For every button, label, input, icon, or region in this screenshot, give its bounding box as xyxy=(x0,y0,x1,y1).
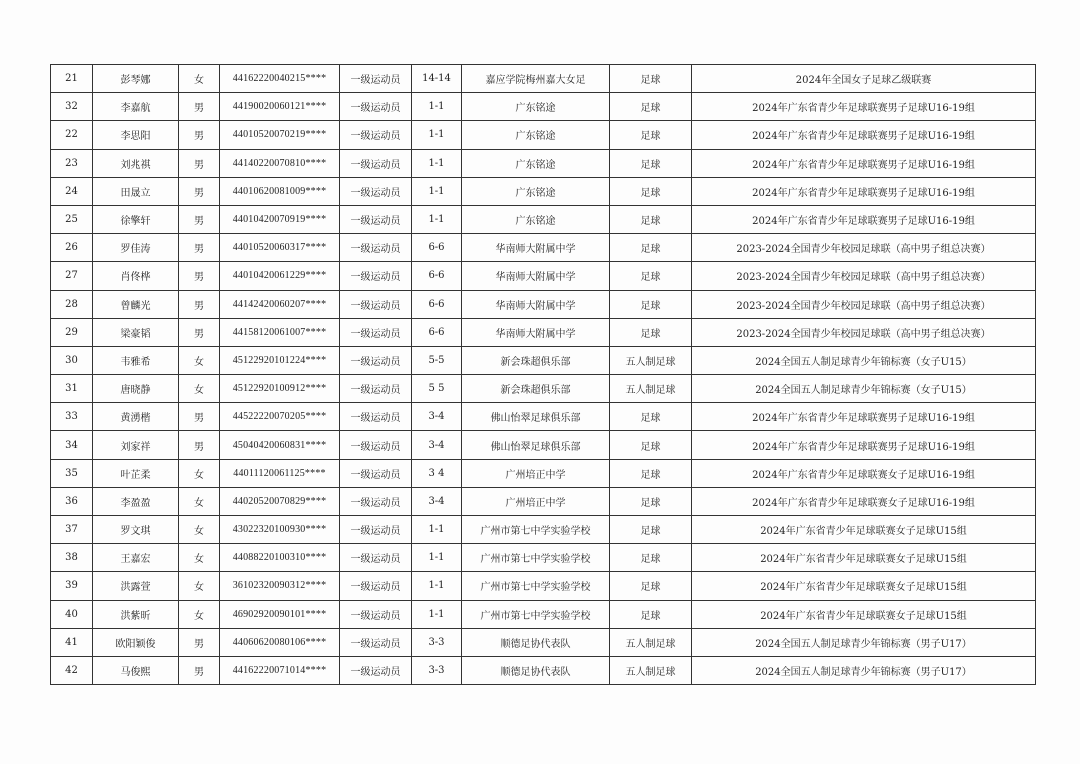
rank-cell: 5 5 xyxy=(412,375,462,403)
athlete-roster-table xyxy=(50,64,1036,685)
id-number-cell: 44010620081009**** xyxy=(220,177,340,205)
sport-cell: 足球 xyxy=(610,431,692,459)
gender-cell: 男 xyxy=(179,318,220,346)
table-row xyxy=(51,93,1036,121)
athlete-level-cell: 一级运动员 xyxy=(340,487,412,515)
team-unit-cell: 广州市第七中学实验学校 xyxy=(462,572,610,600)
id-number-cell: 45122920100912**** xyxy=(220,375,340,403)
athlete-level-cell: 一级运动员 xyxy=(340,177,412,205)
gender-cell: 男 xyxy=(179,262,220,290)
athlete-name-cell: 刘家祥 xyxy=(93,431,179,459)
athlete-name-cell: 洪露萱 xyxy=(93,572,179,600)
sport-cell: 足球 xyxy=(610,205,692,233)
table-row xyxy=(51,487,1036,515)
table-row xyxy=(51,431,1036,459)
gender-cell: 男 xyxy=(179,93,220,121)
athlete-name-cell: 梁豪韬 xyxy=(93,318,179,346)
row-number-cell: 35 xyxy=(51,459,93,487)
gender-cell: 男 xyxy=(179,628,220,656)
competition-cell: 2024年广东省青少年足球联赛男子足球U16-19组 xyxy=(692,431,1036,459)
athlete-name-cell: 唐晓静 xyxy=(93,375,179,403)
row-number-cell: 34 xyxy=(51,431,93,459)
row-number-cell: 37 xyxy=(51,516,93,544)
id-number-cell: 44190020060121**** xyxy=(220,93,340,121)
rank-cell: 1-1 xyxy=(412,149,462,177)
row-number-cell: 24 xyxy=(51,177,93,205)
sport-cell: 五人制足球 xyxy=(610,375,692,403)
athlete-level-cell: 一级运动员 xyxy=(340,318,412,346)
table-row xyxy=(51,205,1036,233)
competition-cell: 2023-2024全国青少年校园足球联（高中男子组总决赛） xyxy=(692,318,1036,346)
team-unit-cell: 广州市第七中学实验学校 xyxy=(462,544,610,572)
athlete-name-cell: 徐擎轩 xyxy=(93,205,179,233)
competition-cell: 2024年广东省青少年足球联赛女子足球U16-19组 xyxy=(692,459,1036,487)
athlete-name-cell: 洪紫昕 xyxy=(93,600,179,628)
rank-cell: 6-6 xyxy=(412,318,462,346)
id-number-cell: 44010420070919**** xyxy=(220,205,340,233)
rank-cell: 1-1 xyxy=(412,205,462,233)
team-unit-cell: 华南师大附属中学 xyxy=(462,234,610,262)
competition-cell: 2024年广东省青少年足球联赛女子足球U15组 xyxy=(692,516,1036,544)
gender-cell: 男 xyxy=(179,234,220,262)
id-number-cell: 45040420060831**** xyxy=(220,431,340,459)
competition-cell: 2023-2024全国青少年校园足球联（高中男子组总决赛） xyxy=(692,262,1036,290)
table-row xyxy=(51,149,1036,177)
id-number-cell: 44088220100310**** xyxy=(220,544,340,572)
athlete-name-cell: 欧阳颖俊 xyxy=(93,628,179,656)
athlete-level-cell: 一级运动员 xyxy=(340,459,412,487)
sport-cell: 足球 xyxy=(610,459,692,487)
gender-cell: 女 xyxy=(179,516,220,544)
gender-cell: 男 xyxy=(179,431,220,459)
row-number-cell: 23 xyxy=(51,149,93,177)
athlete-level-cell: 一级运动员 xyxy=(340,262,412,290)
sport-cell: 五人制足球 xyxy=(610,346,692,374)
table-row xyxy=(51,375,1036,403)
row-number-cell: 42 xyxy=(51,656,93,684)
team-unit-cell: 广东铭途 xyxy=(462,177,610,205)
sport-cell: 足球 xyxy=(610,516,692,544)
sport-cell: 五人制足球 xyxy=(610,628,692,656)
gender-cell: 女 xyxy=(179,544,220,572)
id-number-cell: 44011120061125**** xyxy=(220,459,340,487)
athlete-name-cell: 黄湧楷 xyxy=(93,403,179,431)
gender-cell: 男 xyxy=(179,149,220,177)
table-row xyxy=(51,234,1036,262)
row-number-cell: 41 xyxy=(51,628,93,656)
sport-cell: 足球 xyxy=(610,65,692,93)
sport-cell: 足球 xyxy=(610,403,692,431)
athlete-level-cell: 一级运动员 xyxy=(340,628,412,656)
athlete-name-cell: 曾麟光 xyxy=(93,290,179,318)
sport-cell: 足球 xyxy=(610,262,692,290)
athlete-level-cell: 一级运动员 xyxy=(340,65,412,93)
gender-cell: 女 xyxy=(179,600,220,628)
gender-cell: 女 xyxy=(179,459,220,487)
sport-cell: 五人制足球 xyxy=(610,656,692,684)
athlete-name-cell: 罗佳涛 xyxy=(93,234,179,262)
team-unit-cell: 佛山怡翠足球俱乐部 xyxy=(462,403,610,431)
team-unit-cell: 顺德足协代表队 xyxy=(462,628,610,656)
competition-cell: 2024年广东省青少年足球联赛男子足球U16-19组 xyxy=(692,93,1036,121)
athlete-name-cell: 叶芷柔 xyxy=(93,459,179,487)
athlete-level-cell: 一级运动员 xyxy=(340,656,412,684)
gender-cell: 男 xyxy=(179,177,220,205)
athlete-level-cell: 一级运动员 xyxy=(340,600,412,628)
athlete-level-cell: 一级运动员 xyxy=(340,93,412,121)
table-row xyxy=(51,628,1036,656)
rank-cell: 5-5 xyxy=(412,346,462,374)
row-number-cell: 39 xyxy=(51,572,93,600)
id-number-cell: 44162220040215**** xyxy=(220,65,340,93)
id-number-cell: 45122920101224**** xyxy=(220,346,340,374)
sport-cell: 足球 xyxy=(610,600,692,628)
table-row xyxy=(51,516,1036,544)
gender-cell: 女 xyxy=(179,487,220,515)
competition-cell: 2024年广东省青少年足球联赛男子足球U16-19组 xyxy=(692,149,1036,177)
athlete-level-cell: 一级运动员 xyxy=(340,431,412,459)
sport-cell: 足球 xyxy=(610,318,692,346)
team-unit-cell: 新会珠超俱乐部 xyxy=(462,346,610,374)
athlete-name-cell: 李盈盈 xyxy=(93,487,179,515)
athlete-name-cell: 罗文琪 xyxy=(93,516,179,544)
rank-cell: 6-6 xyxy=(412,262,462,290)
competition-cell: 2024年广东省青少年足球联赛女子足球U16-19组 xyxy=(692,487,1036,515)
competition-cell: 2023-2024全国青少年校园足球联（高中男子组总决赛） xyxy=(692,290,1036,318)
competition-cell: 2023-2024全国青少年校园足球联（高中男子组总决赛） xyxy=(692,234,1036,262)
row-number-cell: 31 xyxy=(51,375,93,403)
row-number-cell: 27 xyxy=(51,262,93,290)
rank-cell: 3-3 xyxy=(412,628,462,656)
row-number-cell: 40 xyxy=(51,600,93,628)
competition-cell: 2024年广东省青少年足球联赛男子足球U16-19组 xyxy=(692,177,1036,205)
athlete-level-cell: 一级运动员 xyxy=(340,572,412,600)
athlete-name-cell: 田晟立 xyxy=(93,177,179,205)
sport-cell: 足球 xyxy=(610,572,692,600)
rank-cell: 6-6 xyxy=(412,234,462,262)
athlete-level-cell: 一级运动员 xyxy=(340,290,412,318)
gender-cell: 男 xyxy=(179,121,220,149)
rank-cell: 3-4 xyxy=(412,487,462,515)
rank-cell: 6-6 xyxy=(412,290,462,318)
id-number-cell: 44010520070219**** xyxy=(220,121,340,149)
competition-cell: 2024年广东省青少年足球联赛女子足球U15组 xyxy=(692,544,1036,572)
id-number-cell: 44020520070829**** xyxy=(220,487,340,515)
table-row xyxy=(51,262,1036,290)
table-row xyxy=(51,600,1036,628)
athlete-level-cell: 一级运动员 xyxy=(340,205,412,233)
team-unit-cell: 广东铭途 xyxy=(462,205,610,233)
id-number-cell: 44060620080106**** xyxy=(220,628,340,656)
rank-cell: 3 4 xyxy=(412,459,462,487)
row-number-cell: 26 xyxy=(51,234,93,262)
athlete-level-cell: 一级运动员 xyxy=(340,121,412,149)
rank-cell: 1-1 xyxy=(412,544,462,572)
gender-cell: 男 xyxy=(179,656,220,684)
athlete-level-cell: 一级运动员 xyxy=(340,149,412,177)
row-number-cell: 32 xyxy=(51,93,93,121)
id-number-cell: 36102320090312**** xyxy=(220,572,340,600)
table-row xyxy=(51,459,1036,487)
team-unit-cell: 新会珠超俱乐部 xyxy=(462,375,610,403)
table-row xyxy=(51,290,1036,318)
table-row xyxy=(51,403,1036,431)
sport-cell: 足球 xyxy=(610,234,692,262)
competition-cell: 2024全国五人制足球青少年锦标赛（女子U15） xyxy=(692,375,1036,403)
athlete-level-cell: 一级运动员 xyxy=(340,234,412,262)
athlete-name-cell: 李思阳 xyxy=(93,121,179,149)
gender-cell: 女 xyxy=(179,375,220,403)
rank-cell: 1-1 xyxy=(412,516,462,544)
team-unit-cell: 广东铭途 xyxy=(462,149,610,177)
gender-cell: 男 xyxy=(179,403,220,431)
competition-cell: 2024年广东省青少年足球联赛男子足球U16-19组 xyxy=(692,121,1036,149)
competition-cell: 2024全国五人制足球青少年锦标赛（男子U17） xyxy=(692,656,1036,684)
athlete-level-cell: 一级运动员 xyxy=(340,544,412,572)
rank-cell: 3-4 xyxy=(412,403,462,431)
competition-cell: 2024年广东省青少年足球联赛男子足球U16-19组 xyxy=(692,403,1036,431)
team-unit-cell: 广州市第七中学实验学校 xyxy=(462,516,610,544)
competition-cell: 2024年全国女子足球乙级联赛 xyxy=(692,65,1036,93)
athlete-level-cell: 一级运动员 xyxy=(340,346,412,374)
team-unit-cell: 广州市第七中学实验学校 xyxy=(462,600,610,628)
row-number-cell: 22 xyxy=(51,121,93,149)
row-number-cell: 36 xyxy=(51,487,93,515)
athlete-level-cell: 一级运动员 xyxy=(340,516,412,544)
athlete-name-cell: 韦雅希 xyxy=(93,346,179,374)
rank-cell: 1-1 xyxy=(412,572,462,600)
gender-cell: 男 xyxy=(179,205,220,233)
id-number-cell: 44010520060317**** xyxy=(220,234,340,262)
athlete-name-cell: 王嘉宏 xyxy=(93,544,179,572)
athlete-name-cell: 彭琴娜 xyxy=(93,65,179,93)
gender-cell: 女 xyxy=(179,65,220,93)
rank-cell: 1-1 xyxy=(412,93,462,121)
athlete-level-cell: 一级运动员 xyxy=(340,403,412,431)
athlete-level-cell: 一级运动员 xyxy=(340,375,412,403)
competition-cell: 2024年广东省青少年足球联赛女子足球U15组 xyxy=(692,572,1036,600)
row-number-cell: 25 xyxy=(51,205,93,233)
table-row xyxy=(51,346,1036,374)
id-number-cell: 44162220071014**** xyxy=(220,656,340,684)
row-number-cell: 29 xyxy=(51,318,93,346)
row-number-cell: 33 xyxy=(51,403,93,431)
id-number-cell: 44522220070205**** xyxy=(220,403,340,431)
id-number-cell: 43022320100930**** xyxy=(220,516,340,544)
rank-cell: 1-1 xyxy=(412,600,462,628)
table-row xyxy=(51,544,1036,572)
athlete-name-cell: 刘兆祺 xyxy=(93,149,179,177)
team-unit-cell: 广州培正中学 xyxy=(462,459,610,487)
team-unit-cell: 广东铭途 xyxy=(462,121,610,149)
id-number-cell: 44010420061229**** xyxy=(220,262,340,290)
row-number-cell: 30 xyxy=(51,346,93,374)
sport-cell: 足球 xyxy=(610,121,692,149)
table-row xyxy=(51,656,1036,684)
sport-cell: 足球 xyxy=(610,93,692,121)
team-unit-cell: 华南师大附属中学 xyxy=(462,290,610,318)
row-number-cell: 28 xyxy=(51,290,93,318)
id-number-cell: 44142420060207**** xyxy=(220,290,340,318)
rank-cell: 3-3 xyxy=(412,656,462,684)
team-unit-cell: 广州培正中学 xyxy=(462,487,610,515)
id-number-cell: 44140220070810**** xyxy=(220,149,340,177)
sport-cell: 足球 xyxy=(610,149,692,177)
row-number-cell: 38 xyxy=(51,544,93,572)
sport-cell: 足球 xyxy=(610,544,692,572)
rank-cell: 1-1 xyxy=(412,121,462,149)
rank-cell: 1-1 xyxy=(412,177,462,205)
competition-cell: 2024全国五人制足球青少年锦标赛（男子U17） xyxy=(692,628,1036,656)
table-row xyxy=(51,121,1036,149)
table-row xyxy=(51,177,1036,205)
athlete-name-cell: 李嘉航 xyxy=(93,93,179,121)
gender-cell: 女 xyxy=(179,572,220,600)
team-unit-cell: 广东铭途 xyxy=(462,93,610,121)
team-unit-cell: 佛山怡翠足球俱乐部 xyxy=(462,431,610,459)
roster-body xyxy=(51,65,1036,685)
gender-cell: 男 xyxy=(179,290,220,318)
sport-cell: 足球 xyxy=(610,487,692,515)
table-row xyxy=(51,318,1036,346)
competition-cell: 2024年广东省青少年足球联赛女子足球U15组 xyxy=(692,600,1036,628)
table-row xyxy=(51,65,1036,93)
row-number-cell: 21 xyxy=(51,65,93,93)
competition-cell: 2024全国五人制足球青少年锦标赛（女子U15） xyxy=(692,346,1036,374)
team-unit-cell: 嘉应学院梅州嘉大女足 xyxy=(462,65,610,93)
sport-cell: 足球 xyxy=(610,177,692,205)
team-unit-cell: 华南师大附属中学 xyxy=(462,262,610,290)
sport-cell: 足球 xyxy=(610,290,692,318)
team-unit-cell: 顺德足协代表队 xyxy=(462,656,610,684)
rank-cell: 3-4 xyxy=(412,431,462,459)
team-unit-cell: 华南师大附属中学 xyxy=(462,318,610,346)
athlete-name-cell: 肖佟桦 xyxy=(93,262,179,290)
rank-cell: 14-14 xyxy=(412,65,462,93)
table-row xyxy=(51,572,1036,600)
competition-cell: 2024年广东省青少年足球联赛男子足球U16-19组 xyxy=(692,205,1036,233)
gender-cell: 女 xyxy=(179,346,220,374)
id-number-cell: 44158120061007**** xyxy=(220,318,340,346)
id-number-cell: 46902920090101**** xyxy=(220,600,340,628)
athlete-name-cell: 马俊熙 xyxy=(93,656,179,684)
